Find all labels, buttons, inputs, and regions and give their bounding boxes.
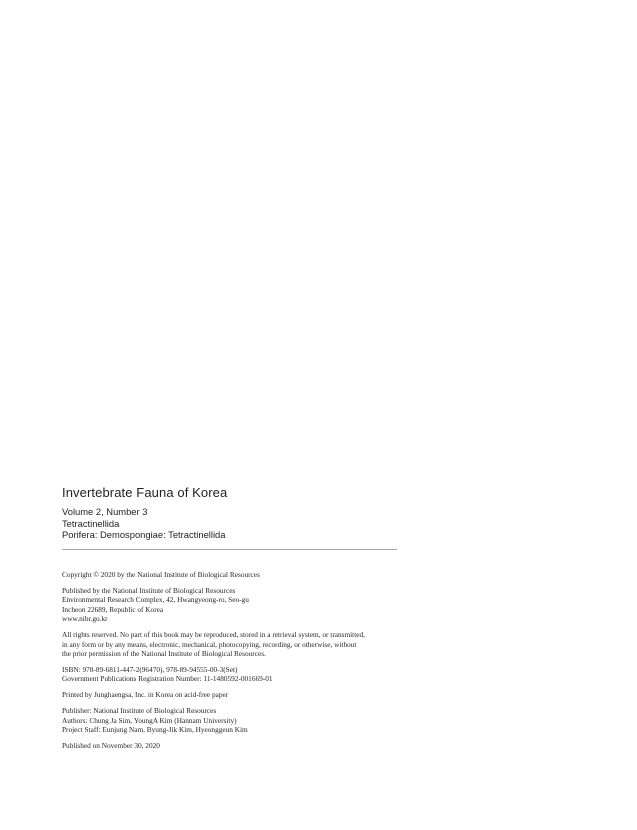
registration-line: Government Publications Registration Number: 11-1480592-001669-01 (62, 674, 273, 684)
authors-credit: Authors: Chung Ja Sim, YoungA Kim (Hannam University) (62, 715, 237, 725)
rights-line: All rights reserved. No part of this book may be reproduced, stored in a retrieval system, or transmitted, (62, 630, 365, 640)
address-line: Environmental Research Complex, 42, Hwangyeong-ro, Seo-gu (62, 595, 249, 605)
printer-line: Printed by Junghaengsa, Inc. in Korea on acid-free paper (62, 690, 229, 700)
rights-line: the prior permission of the National Institute of Biological Resources. (62, 649, 266, 659)
book-info (62, 506, 402, 541)
publisher-credit: Publisher: National Institute of Biological Resources (62, 706, 217, 716)
rights-line: in any form or by any means, electronic, mechanical, photocopying, recording, or otherwise, without (62, 639, 357, 649)
address-line: Incheon 22689, Republic of Korea (62, 604, 164, 614)
volume-number: Volume 2, Number 3 (62, 506, 148, 517)
copyright-line: Copyright © 2020 by the National Institute of Biological Resources (62, 570, 260, 579)
book-title: Tetractinellida (62, 517, 120, 529)
series-title: Invertebrate Fauna of Korea (62, 485, 228, 500)
taxonomy-line: Porifera: Demospongiae: Tetractinellida (62, 529, 226, 541)
divider (62, 549, 397, 550)
staff-credit: Project Staff: Eunjung Nam, Byung-Jik Kim, Hyeonggeun Kim (62, 725, 248, 735)
isbn-line: ISBN: 978-89-6811-447-2(96470), 978-89-94555-00-3(Set) (62, 665, 238, 675)
publication-date: Published on November 30, 2020 (62, 741, 160, 751)
website-url: www.nibr.go.kr (62, 614, 108, 624)
copyright-block (62, 570, 407, 757)
address-line: Published by the National Institute of Biological Resources (62, 586, 236, 595)
